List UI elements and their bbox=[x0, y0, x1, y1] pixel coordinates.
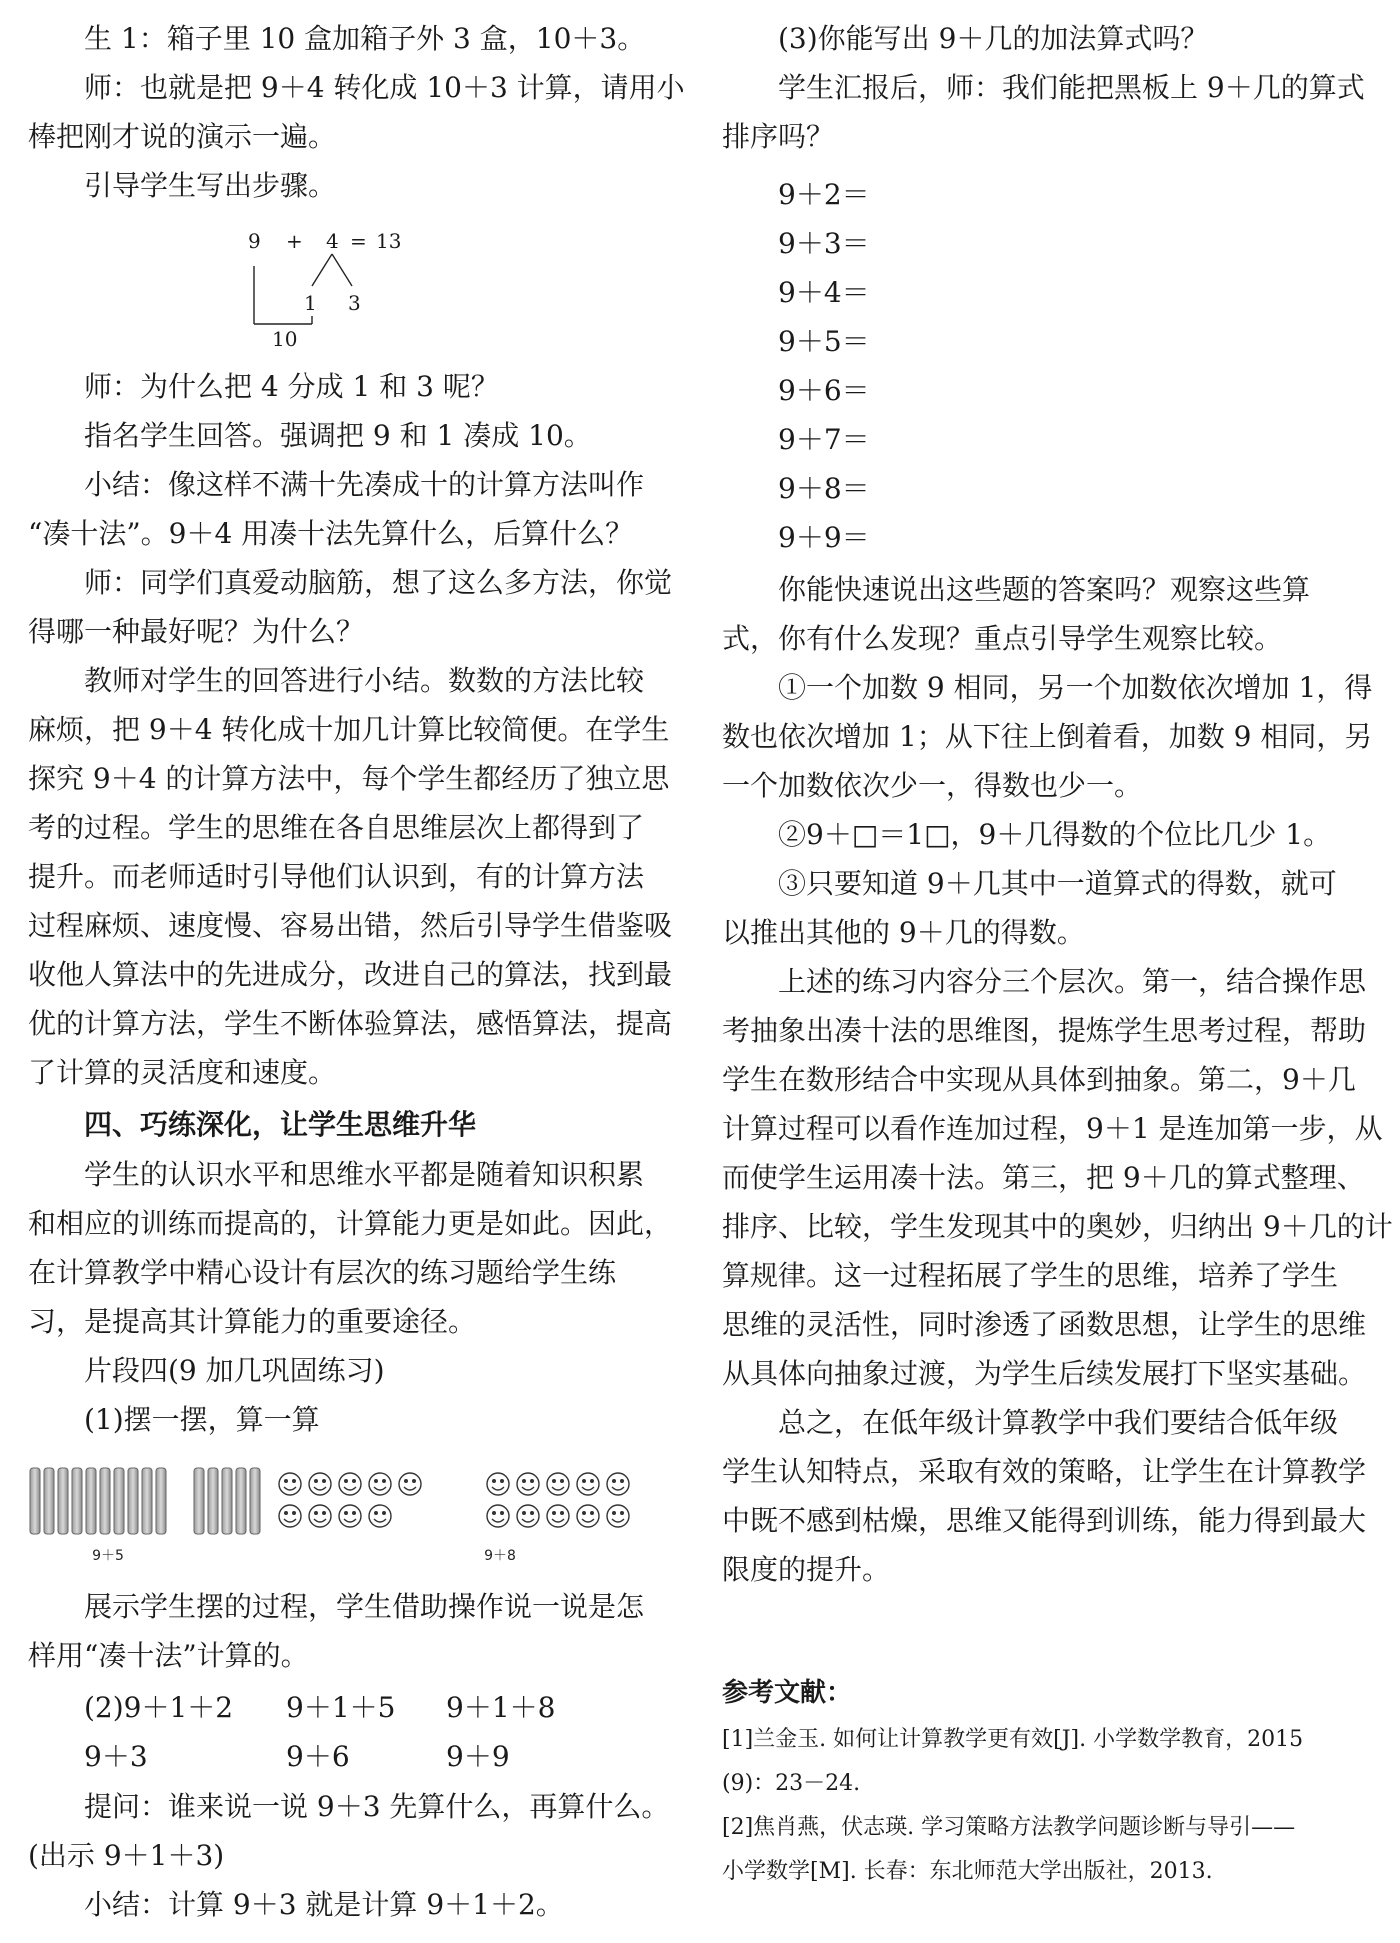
text-line: 学生认知特点，采取有效的策略，让学生在计算教学 bbox=[722, 1455, 1367, 1488]
smiley-icon bbox=[369, 1473, 391, 1495]
stick-group-four bbox=[194, 1468, 260, 1534]
equation-item: 9＋4＝ bbox=[778, 276, 870, 309]
equation-item: 9＋3＝ bbox=[778, 227, 870, 260]
text-line: ①一个加数 9 相同，另一个加数依次增加 1，得 bbox=[778, 671, 1373, 704]
text-line: 指名学生回答。强调把 9 和 1 凑成 10。 bbox=[84, 419, 592, 452]
diagram-equals: = bbox=[350, 229, 367, 253]
text-line: 过程麻烦、速度慢、容易出错，然后引导学生借鉴吸 bbox=[28, 909, 673, 942]
stick-bundle-ten bbox=[30, 1468, 166, 1534]
text-line: 上述的练习内容分三个层次。第一，结合操作思 bbox=[778, 965, 1367, 998]
text-line: 学生在数形结合中实现从具体到抽象。第二，9＋几 bbox=[722, 1063, 1356, 1096]
text-line: 你能快速说出这些题的答案吗？观察这些算 bbox=[778, 573, 1311, 606]
text-line: 计算过程可以看作连加过程，9＋1 是连加第一步，从 bbox=[722, 1112, 1383, 1145]
smiley-icon bbox=[279, 1505, 301, 1527]
text-line: ③只要知道 9＋几其中一道算式的得数，就可 bbox=[778, 867, 1337, 900]
text-line: 算规律。这一过程拓展了学生的思维，培养了学生 bbox=[722, 1259, 1339, 1292]
smiley-icon bbox=[547, 1505, 569, 1527]
exercise-item: 9＋9 bbox=[446, 1740, 510, 1773]
text-line: 以推出其他的 9＋几的得数。 bbox=[722, 916, 1085, 949]
smiley-icon bbox=[279, 1473, 301, 1495]
text-line: 师：同学们真爱动脑筋，想了这么多方法，你觉 bbox=[84, 566, 673, 599]
text-line: 和相应的训练而提高的，计算能力更是如此。因此， bbox=[28, 1207, 673, 1240]
text-line: 总之，在低年级计算教学中我们要结合低年级 bbox=[778, 1406, 1339, 1439]
diagram-split-three: 3 bbox=[348, 291, 361, 315]
text-line: 优的计算方法，学生不断体验算法，感悟算法，提高 bbox=[28, 1007, 673, 1040]
text-line: 在计算教学中精心设计有层次的练习题给学生练 bbox=[28, 1256, 617, 1289]
text-line: 得哪一种最好呢？为什么？ bbox=[28, 615, 365, 648]
text-line: 学生的认识水平和思维水平都是随着知识积累 bbox=[84, 1158, 645, 1191]
text-line: 麻烦，把 9＋4 转化成十加几计算比较简便。在学生 bbox=[28, 713, 670, 746]
text-line: 小结：计算 9＋3 就是计算 9＋1＋2。 bbox=[84, 1888, 564, 1921]
text-line: 小结：像这样不满十先凑成十的计算方法叫作 bbox=[84, 468, 645, 501]
text-line: 学生汇报后，师：我们能把黑板上 9＋几的算式 bbox=[778, 71, 1365, 104]
text-line: 一个加数依次少一，得数也少一。 bbox=[722, 769, 1143, 802]
smiley-icon bbox=[547, 1473, 569, 1495]
manipulatives-figure bbox=[28, 1460, 668, 1570]
smiley-icon bbox=[517, 1473, 539, 1495]
reference-item: [2]焦肖燕，伏志瑛. 学习策略方法教学问题诊断与导引—— bbox=[722, 1815, 1296, 1840]
text-line: 而使学生运用凑十法。第三，把 9＋几的算式整理、 bbox=[722, 1161, 1365, 1194]
manipulatives-label-a: 9＋5 bbox=[92, 1548, 124, 1564]
reference-item: 小学数学[M]. 长春：东北师范大学出版社，2013. bbox=[722, 1859, 1213, 1884]
manipulatives-label-b: 9＋8 bbox=[484, 1548, 516, 1564]
exercise-item: 9＋3 bbox=[84, 1740, 148, 1773]
text-line: 提升。而老师适时引导他们认识到，有的计算方法 bbox=[28, 860, 645, 893]
references-title: 参考文献： bbox=[722, 1678, 853, 1708]
smiley-icon bbox=[487, 1473, 509, 1495]
smiley-icon bbox=[369, 1505, 391, 1527]
smiley-icon bbox=[487, 1505, 509, 1527]
text-line: 探究 9＋4 的计算方法中，每个学生都经历了独立思 bbox=[28, 762, 670, 795]
text-line: 引导学生写出步骤。 bbox=[84, 169, 337, 202]
exercise-item: 9＋6 bbox=[286, 1740, 350, 1773]
equation-item: 9＋7＝ bbox=[778, 423, 870, 456]
smiley-icon bbox=[309, 1473, 331, 1495]
text-line: 式，你有什么发现？重点引导学生观察比较。 bbox=[722, 622, 1283, 655]
smiley-icon bbox=[577, 1505, 599, 1527]
text-line: 展示学生摆的过程，学生借助操作说一说是怎 bbox=[84, 1590, 645, 1623]
reference-item: [1]兰金玉. 如何让计算教学更有效[J]. 小学数学教育，2015 bbox=[722, 1727, 1304, 1752]
diagram-addend-a: 9 bbox=[248, 229, 261, 253]
text-line: 数也依次增加 1；从下往上倒着看，加数 9 相同，另 bbox=[722, 720, 1373, 753]
text-line: 提问：谁来说一说 9＋3 先算什么，再算什么。 bbox=[84, 1790, 670, 1823]
smiley-icon bbox=[309, 1505, 331, 1527]
text-line: 棒把刚才说的演示一遍。 bbox=[28, 120, 337, 153]
text-line: ②9＋□＝1□，9＋几得数的个位比几少 1。 bbox=[778, 818, 1332, 851]
text-line: 从具体向抽象过渡，为学生后续发展打下坚实基础。 bbox=[722, 1357, 1367, 1390]
diagram-plus: + bbox=[286, 229, 303, 253]
text-line: 考的过程。学生的思维在各自思维层次上都得到了 bbox=[28, 811, 645, 844]
make-ten-diagram bbox=[208, 220, 448, 350]
text-line: 片段四(9 加几巩固练习) bbox=[84, 1354, 385, 1387]
smiley-icon bbox=[607, 1505, 629, 1527]
diagram-split-one: 1 bbox=[304, 291, 317, 315]
smiley-icon bbox=[607, 1473, 629, 1495]
text-line: 排序吗？ bbox=[722, 120, 835, 153]
text-line: 排序、比较，学生发现其中的奥妙，归纳出 9＋几的计 bbox=[722, 1210, 1393, 1243]
smiley-group-b bbox=[487, 1473, 629, 1527]
diagram-ten: 10 bbox=[272, 327, 298, 350]
text-line: (出示 9＋1＋3) bbox=[28, 1839, 225, 1872]
smiley-icon bbox=[517, 1505, 539, 1527]
smiley-icon bbox=[339, 1473, 361, 1495]
text-line: (1)摆一摆，算一算 bbox=[84, 1403, 320, 1436]
smiley-icon bbox=[399, 1473, 421, 1495]
text-line: 样用“凑十法”计算的。 bbox=[28, 1639, 309, 1672]
reference-item: (9)：23－24. bbox=[722, 1771, 861, 1796]
equation-item: 9＋9＝ bbox=[778, 521, 870, 554]
text-line: 思维的灵活性，同时渗透了函数思想，让学生的思维 bbox=[722, 1308, 1367, 1341]
text-line: 考抽象出凑十法的思维图，提炼学生思考过程，帮助 bbox=[722, 1014, 1367, 1047]
exercise-item: 9＋1＋5 bbox=[286, 1691, 396, 1724]
text-line: 限度的提升。 bbox=[722, 1553, 891, 1586]
exercise-item: 9＋1＋8 bbox=[446, 1691, 556, 1724]
text-line: 师：也就是把 9＋4 转化成 10＋3 计算，请用小 bbox=[84, 71, 685, 104]
text-line: 中既不感到枯燥，思维又能得到训练，能力得到最大 bbox=[722, 1504, 1367, 1537]
text-line: 习，是提高其计算能力的重要途径。 bbox=[28, 1305, 477, 1338]
equation-item: 9＋8＝ bbox=[778, 472, 870, 505]
text-line: 师：为什么把 4 分成 1 和 3 呢？ bbox=[84, 370, 499, 403]
section-heading: 四、巧练深化，让学生思维升华 bbox=[84, 1108, 477, 1141]
smiley-group-a bbox=[279, 1473, 421, 1527]
exercise-item: (2)9＋1＋2 bbox=[84, 1691, 234, 1724]
text-line: “凑十法”。9＋4 用凑十法先算什么，后算什么？ bbox=[28, 517, 634, 550]
text-line: (3)你能写出 9＋几的加法算式吗？ bbox=[778, 22, 1209, 55]
diagram-addend-b: 4 bbox=[326, 229, 339, 253]
text-line: 了计算的灵活度和速度。 bbox=[28, 1056, 337, 1089]
smiley-icon bbox=[577, 1473, 599, 1495]
equation-item: 9＋2＝ bbox=[778, 178, 870, 211]
text-line: 生 1：箱子里 10 盒加箱子外 3 盒，10＋3。 bbox=[84, 22, 646, 55]
text-line: 教师对学生的回答进行小结。数数的方法比较 bbox=[84, 664, 645, 697]
smiley-icon bbox=[339, 1505, 361, 1527]
text-line: 收他人算法中的先进成分，改进自己的算法，找到最 bbox=[28, 958, 673, 991]
equation-item: 9＋5＝ bbox=[778, 325, 870, 358]
equation-item: 9＋6＝ bbox=[778, 374, 870, 407]
diagram-result: 13 bbox=[376, 229, 402, 253]
